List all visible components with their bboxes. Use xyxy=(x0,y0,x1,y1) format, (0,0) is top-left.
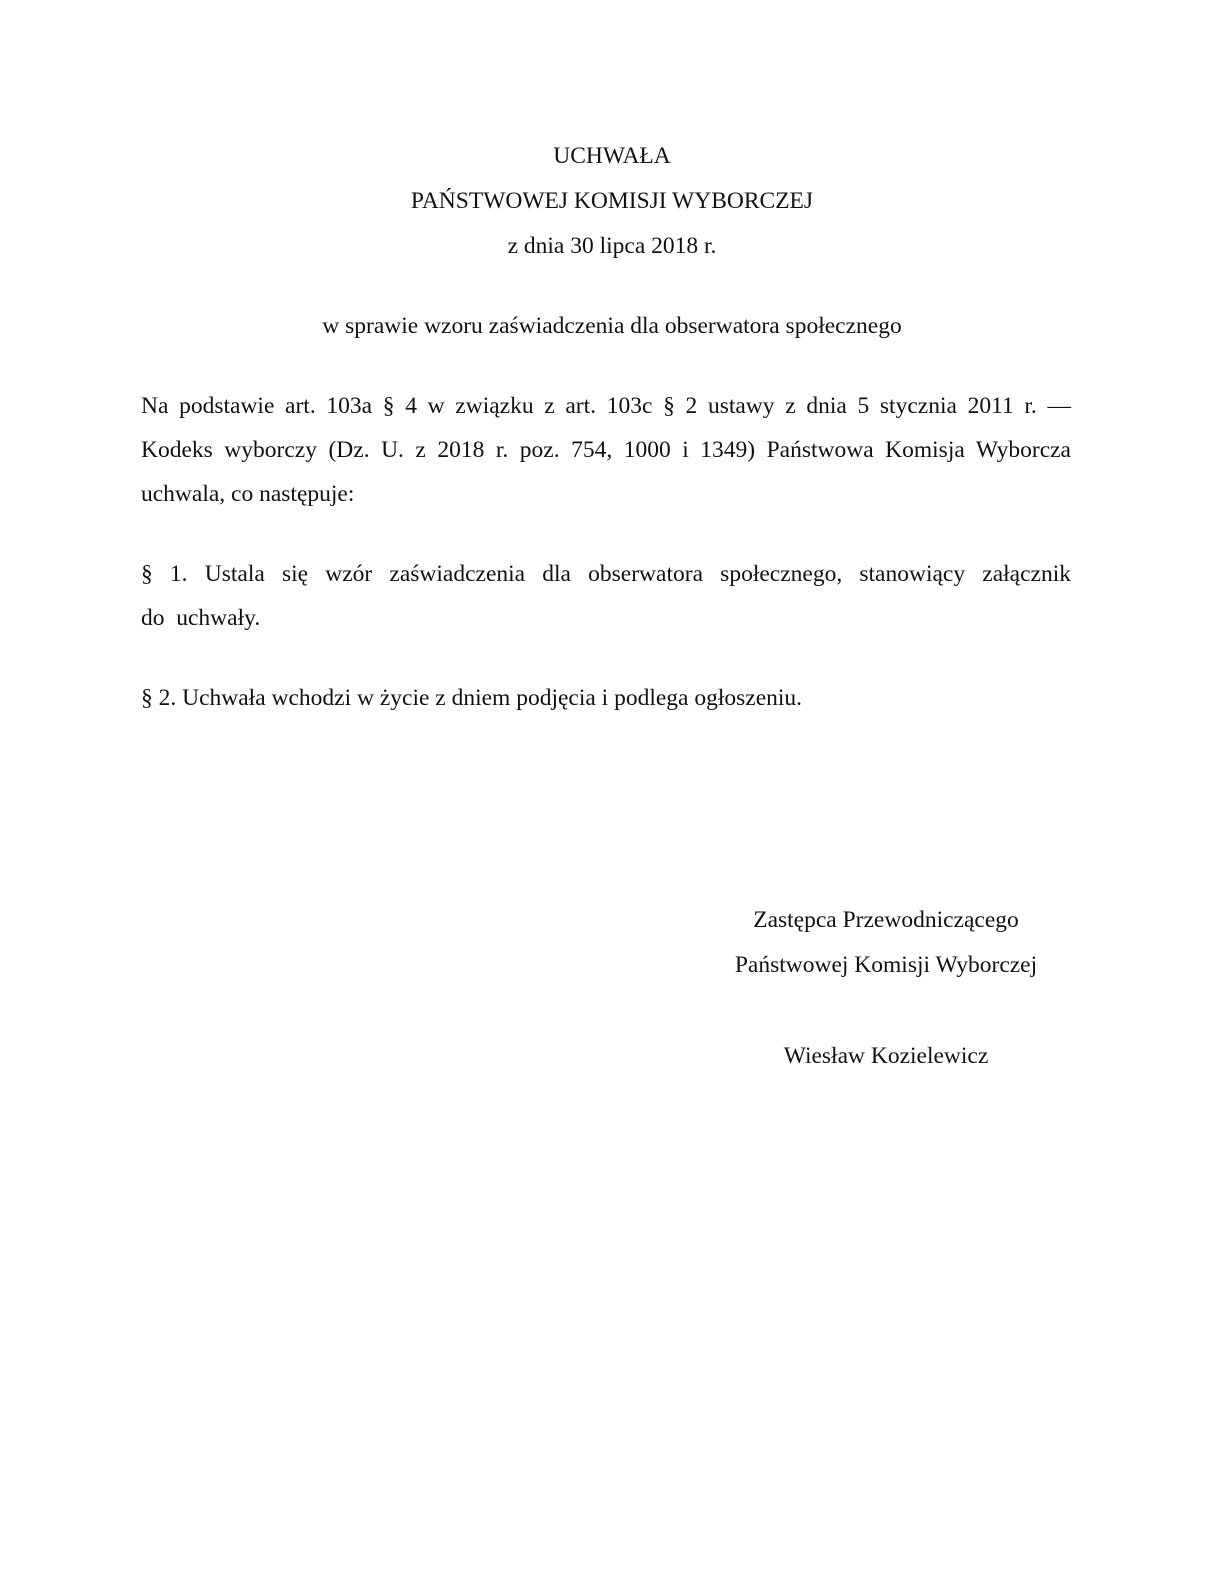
section-line: § 1. Ustala się wzór zaświadczenia dla obserwatora społecznego, stanowiący załącznik xyxy=(141,561,1071,587)
issuer-name: PAŃSTWOWEJ KOMISJI WYBORCZEJ xyxy=(410,188,814,214)
preamble-line: uchwala, co następuje: xyxy=(141,481,355,507)
document-date: z dnia 30 lipca 2018 r. xyxy=(507,233,717,259)
signatory-name: Wiesław Kozielewicz xyxy=(783,1043,989,1069)
preamble-line: Kodeks wyborczy (Dz. U. z 2018 r. poz. 754, 1000 i 1349) Państwowa Komisja Wyborcza xyxy=(141,437,1071,463)
preamble-line: Na podstawie art. 103a § 4 w związku z art. 103c § 2 ustawy z dnia 5 stycznia 2011 r. — xyxy=(141,393,1071,419)
signature-role-institution: Państwowej Komisji Wyborczej xyxy=(734,952,1038,978)
signature-role: Zastępca Przewodniczącego xyxy=(753,907,1019,933)
document-title: UCHWAŁA xyxy=(553,143,671,169)
document-subject: w sprawie wzoru zaświadczenia dla obserwatora społecznego xyxy=(322,313,902,339)
section-line: § 2. Uchwała wchodzi w życie z dniem podjęcia i podlega ogłoszeniu. xyxy=(141,685,803,711)
section-line: do uchwały. xyxy=(141,605,261,631)
